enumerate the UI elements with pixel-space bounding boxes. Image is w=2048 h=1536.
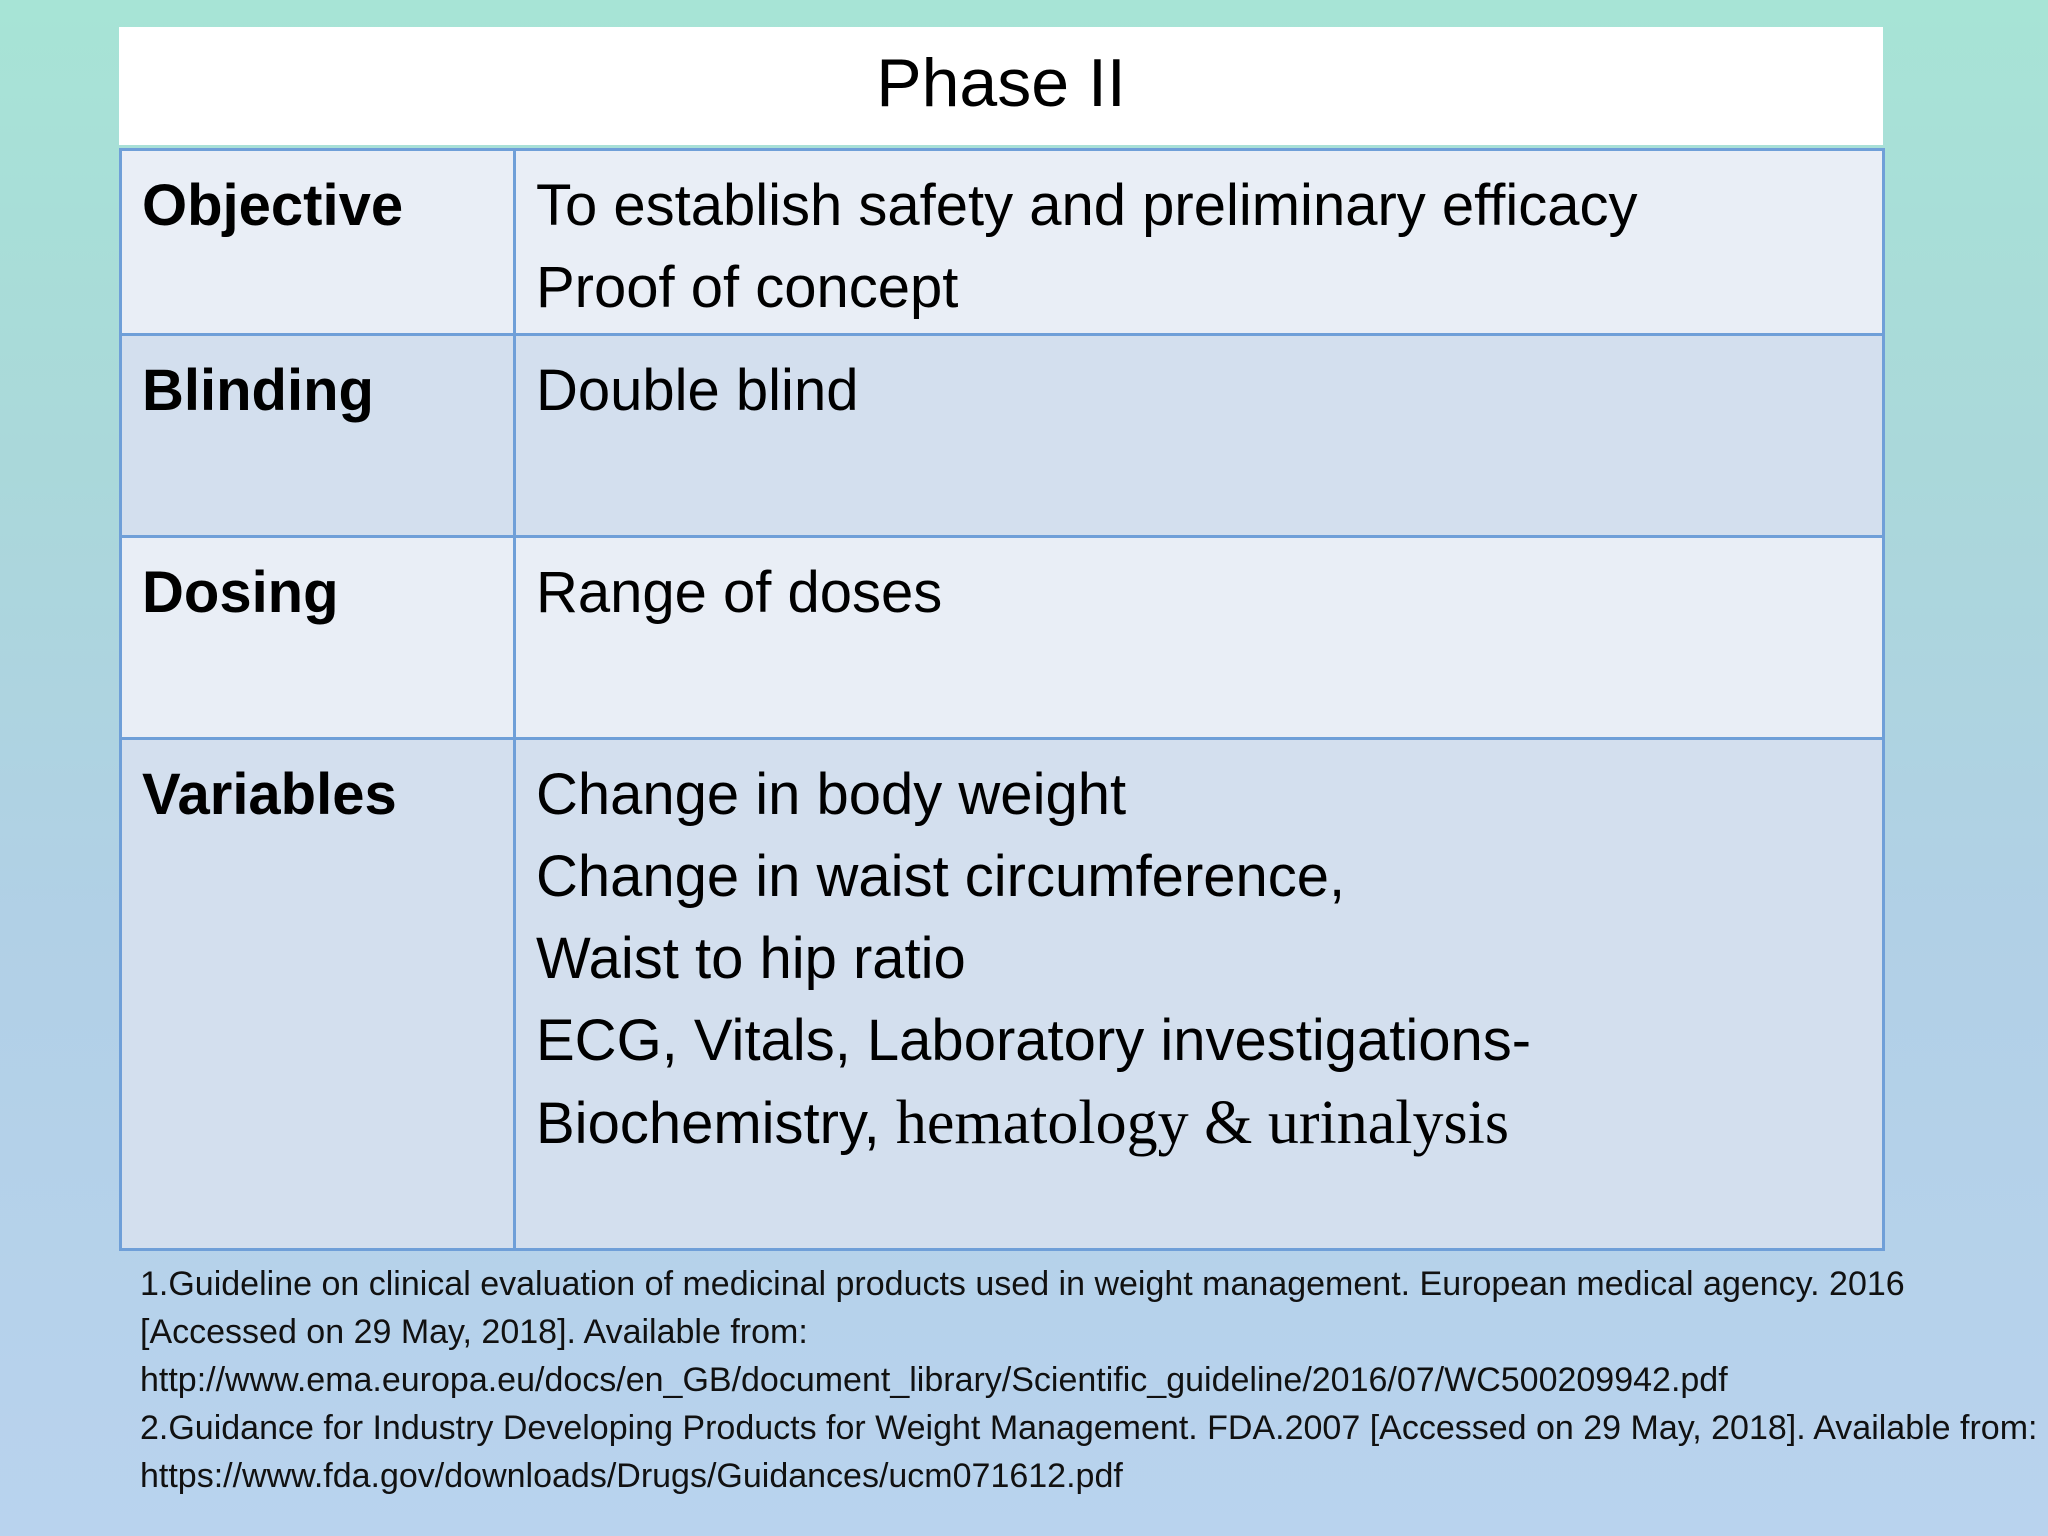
row-label-variables: Variables [121,739,515,1250]
objective-line-1: To establish safety and preliminary efficacy [536,173,1638,238]
blinding-line-1: Double blind [536,358,859,423]
row-label-dosing: Dosing [121,537,515,739]
objective-line-2: Proof of concept [536,255,959,320]
reference-2-text: 2.Guidance for Industry Developing Products for Weight Management. FDA.2007 [Accessed on 29 May, 2018]. Available from: [140,1409,2038,1447]
reference-1-url[interactable]: http://www.ema.europa.eu/docs/en_GB/document_library/Scientific_guideline/2016/07/WC500209942.pdf [140,1361,1728,1399]
slide-title: Phase II [119,27,1883,145]
variables-line-4: ECG, Vitals, Laboratory investigations- [536,1008,1532,1073]
table-row-dosing [121,537,1884,739]
table-row-objective [121,150,1884,335]
reference-2-url[interactable]: https://www.fda.gov/downloads/Drugs/Guidances/ucm071612.pdf [140,1457,1123,1495]
references [140,1260,2040,1500]
table-row-blinding [121,335,1884,537]
row-value-variables [515,739,1884,1250]
row-value-blinding [515,335,1884,537]
table-row-variables [121,739,1884,1250]
dosing-line-1: Range of doses [536,560,943,625]
variables-line-5-suffix: hematology & urinalysis [895,1089,1509,1157]
variables-line-5-prefix: Biochemistry, [536,1091,896,1156]
variables-line-5 [536,1082,1862,1165]
phase-table [119,148,1885,1251]
row-value-objective [515,150,1884,335]
row-label-blinding: Blinding [121,335,515,537]
variables-line-3: Waist to hip ratio [536,926,966,991]
variables-line-2: Change in waist circumference, [536,844,1346,909]
row-value-dosing [515,537,1884,739]
reference-1-text: 1.Guideline on clinical evaluation of medicinal products used in weight management. European medical agency. 2016 [Accessed on 29 May, 2018]. Available from: [140,1265,1905,1351]
row-label-objective: Objective [121,150,515,335]
variables-line-1: Change in body weight [536,762,1127,827]
